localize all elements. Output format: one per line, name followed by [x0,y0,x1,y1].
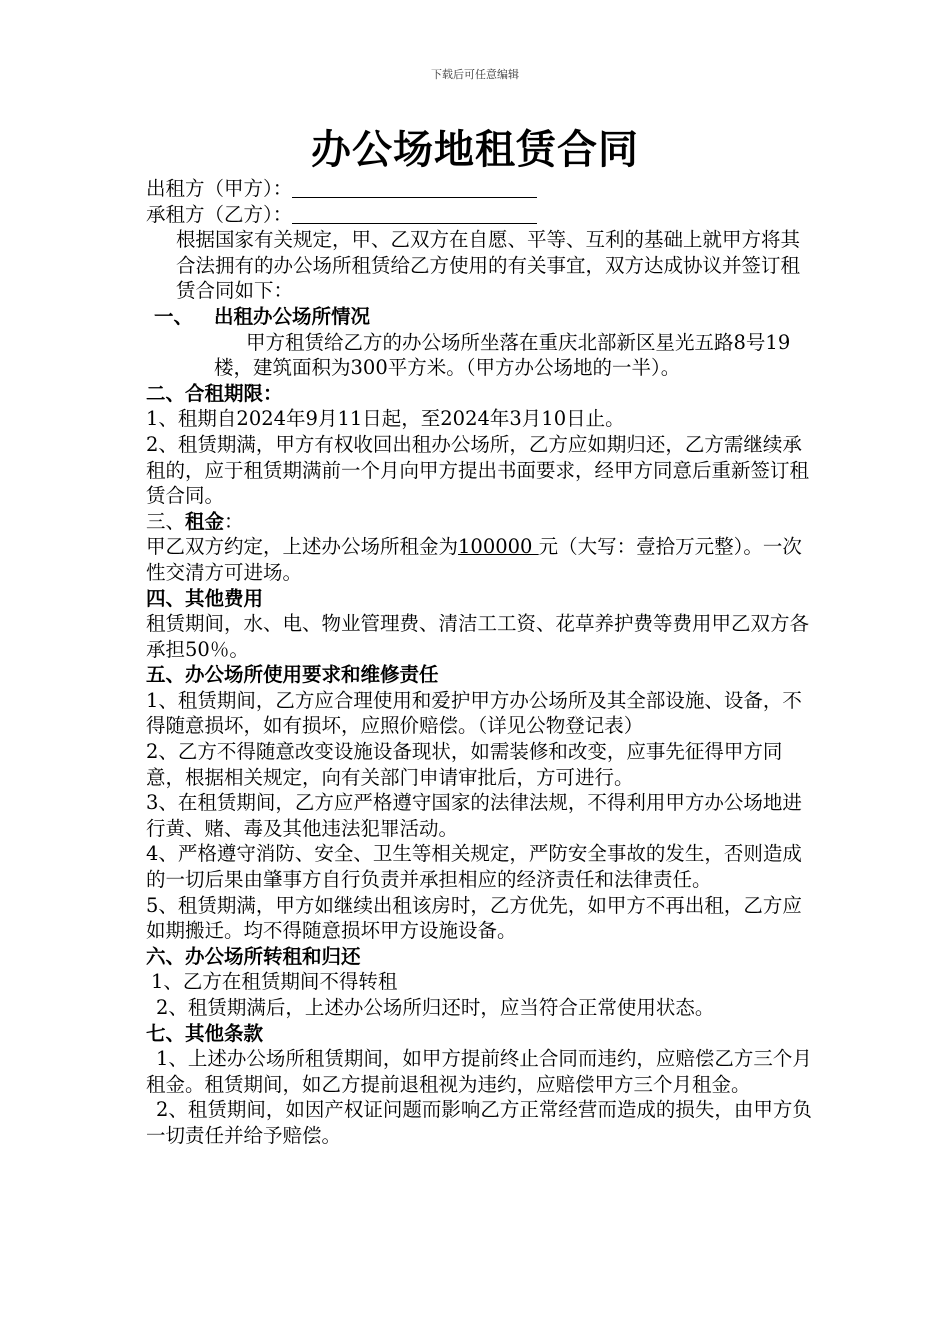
section-5-item-1: 1、租赁期间，乙方应合理使用和爱护甲方办公场所及其全部设施、设备，不得随意损坏，如有损坏，应照价赔偿。（详见公物登记表） [146,688,802,738]
section-7-item-2 [146,1097,814,1148]
section-5-item-2: 2、乙方不得随意改变设施设备现状，如需装修和改变，应事先征得甲方同意，根据相关规定，向有关部门申请审批后，方可进行。 [146,740,783,789]
section-3-prefix: 三、 [146,509,186,533]
section-6-heading: 六、办公场所转租和归还 [146,944,361,968]
lessee-line [146,202,814,228]
lessor-label: 出租方（甲方）： [146,177,293,200]
section-4-text: 租赁期间，水、电、物业管理费、清洁工工资、花草养护费等费用甲乙双方各承担50％。 [146,612,810,661]
section-5-item-3: 3、在租赁期间，乙方应严格遵守国家的法律法规，不得利用甲方办公场地进行黄、赌、毒及其他违法犯罪活动。 [146,791,802,840]
header-note: 下载后可任意编辑 [431,68,519,81]
section-3-text [146,534,814,585]
section-7-item-2-text: 2、租赁期间，如因产权证问题而影响乙方正常经营而造成的损失，由甲方负一切责任并给予赔偿。 [146,1098,812,1147]
section-3-title: 租金 [185,509,225,533]
section-7-item-1-text: 1、上述办公场所租赁期间，如甲方提前终止合同而违约，应赔偿乙方三个月租金。租赁期间，如乙方提前退租视为违约，应赔偿甲方三个月租金。 [146,1047,812,1096]
section-2-heading: 二、合租期限： [146,381,283,405]
section-1-body [146,330,814,381]
section-7-item-1 [146,1046,814,1097]
section-3-suffix: ： [224,509,244,533]
lessor-line [146,176,814,202]
section-1-number: 一、 [154,304,194,328]
section-3-heading [146,509,814,535]
section-2-item-1: 1、租期自2024年9月11日起，至2024年3月10日止。 [146,407,625,431]
section-5-heading: 五、办公场所使用要求和维修责任 [146,663,439,687]
contract-body [146,176,814,1149]
section-2-item-2: 2、租赁期满，甲方有权收回出租办公场所，乙方应如期归还，乙方需继续承租的，应于租赁期满前一个月向甲方提出书面要求，经甲方同意后重新签订租赁合同。 [146,432,810,508]
section-6-item-2: 2、租赁期满后，上述办公场所归还时，应当符合正常使用状态。 [156,996,715,1019]
section-3-text-a: 甲乙双方约定，上述办公场所租金为 [146,535,459,559]
section-1-text: 甲方租赁给乙方的办公场所坐落在重庆北部新区星光五路8号19楼，建筑面积为300平方米。（甲方办公场地的一半）。 [214,330,791,380]
section-5-item-4: 4、严格遵守消防、安全、卫生等相关规定，严防安全事故的发生，否则造成的一切后果由肇事方自行负责并承担相应的经济责任和法律责任。 [146,842,802,892]
intro-paragraph: 根据国家有关规定，甲、乙双方在自愿、平等、互利的基础上就甲方将其合法拥有的办公场所租赁给乙方使用的有关事宜，双方达成协议并签订租赁合同如下： [176,228,801,303]
section-3-text-b: 元（大写：壹拾万元整）。一次性交清方可进场。 [146,535,802,584]
lessee-blank-field[interactable] [292,203,537,224]
section-7-heading: 七、其他条款 [146,1021,264,1045]
section-1-title: 出租办公场所情况 [214,304,371,328]
document-title: 办公场地租赁合同 [311,126,639,173]
lessor-blank-field[interactable] [292,177,537,198]
section-5-item-5: 5、租赁期满，甲方如继续出租该房时，乙方优先，如甲方不再出租，乙方应如期搬迁。均不得随意损坏甲方设施设备。 [146,893,802,943]
section-1-heading [146,304,814,330]
rent-amount: 100000 [458,535,539,559]
lessee-label: 承租方（乙方）： [146,202,293,226]
section-4-heading: 四、其他费用 [146,586,264,610]
section-6-item-1: 1、乙方在租赁期间不得转租 [151,970,398,994]
